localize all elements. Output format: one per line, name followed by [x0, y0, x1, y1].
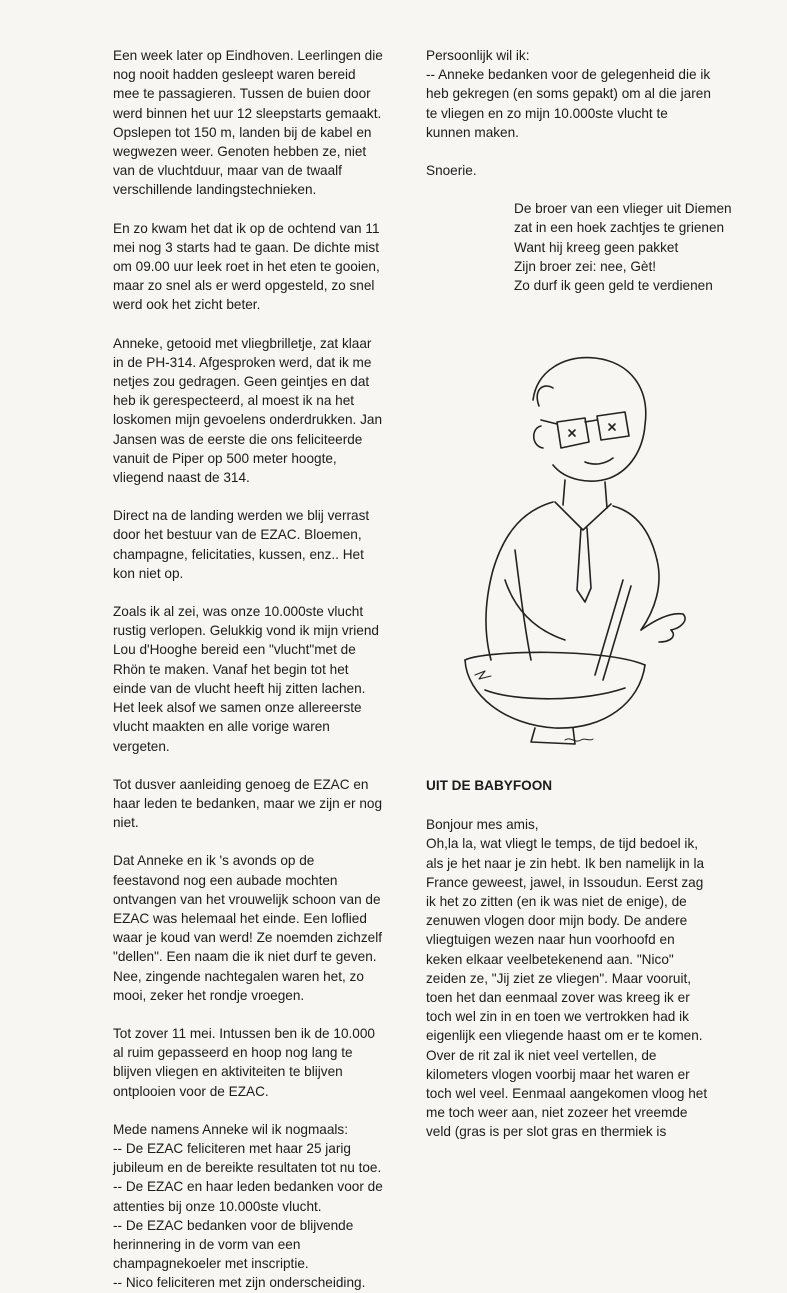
closing-item: -- De EZAC en haar leden bedanken voor de attenties bij onze 10.000ste vlucht. — [113, 1179, 383, 1214]
personal-intro: Persoonlijk wil ik: — [426, 48, 530, 63]
paragraph-anneke: Anneke, getooid met vliegbrilletje, zat klaar in de PH-314. Afgesproken werd, dat ik me netjes zou gedragen. Geen geintjes en dat heb ik gerespecteerd, al moest ik na het loskomen mijn gevoelens onderdrukken. Jan Jansen was de eerste die ons feliciteerde vanuit de Piper op 500 meter hoogte, vliegend naast de 314. — [113, 335, 383, 486]
poem-line: Want hij kreeg geen pakket — [514, 239, 679, 255]
babyfoon-section — [426, 776, 711, 1142]
poem-line: De broer van een vlieger uit Diemen — [514, 201, 732, 217]
paragraph-landing: Direct na de landing werden we blij verrast door het bestuur van de EZAC. Bloemen, champagne, felicitaties, kussen, enz.. Het kon niet op. — [113, 508, 370, 581]
limerick-poem — [514, 199, 732, 295]
left-column — [113, 46, 383, 1293]
closing-item: -- De EZAC bedanken voor de blijvende herinnering in de vorm van een champagnekoeler met inscriptie. — [113, 1217, 354, 1272]
poem-line: zat in een hoek zachtjes te grienen — [514, 220, 725, 236]
personal-item: -- Anneke bedanken voor de gelegenheid die ik heb gekregen (en soms gepakt) om al die jaren te vliegen en zo mijn 10.000ste vlucht te kunnen maken. — [426, 67, 711, 140]
paragraph-eindhoven: Een week later op Eindhoven. Leerlingen die nog nooit hadden gesleept waren bereid mee te passagieren. Tussen de buien door werd binnen het uur 12 sleepstarts gemaakt. Opslepen tot 150 m, landen bij de kabel en wegwezen weer. Genoten hebben ze, niet van de vluchtduur, maar van de twaalf verschillende landingstechnieken. — [113, 48, 383, 198]
poem-line: Zijn broer zei: nee, Gèt! — [514, 258, 657, 274]
paragraph-tot-zover: Tot zover 11 mei. Intussen ben ik de 10.000 al ruim gepasseerd en hoop nog lang te blijven vliegen en aktiviteiten te blijven ontplooien voor de EZAC. — [113, 1025, 375, 1099]
paragraph-11-mei: En zo kwam het dat ik op de ochtend van 11 mei nog 3 starts had te gaan. De dichte mist om 09.00 uur leek roet in het eten te gooien, maar zo snel als er werd opgesteld, zo snel werd ook het zicht beter. — [113, 220, 380, 313]
section-text: Oh,la la, wat vliegt le temps, de tijd bedoel ik, als je het naar je zin hebt. Ik ben namelijk in la France geweest, jawel, in Issoudun. Eerst zag ik het zo zitten (en ik was niet de enige), de zenuwen vlogen door mijn body. De andere vliegtuigen wezen naar hun voorhoofd en keken elkaar veelbetekenend aan. "Nico" zeiden ze, "Jij ziet ze vliegen". Maar vooruit, toen het dan eenmaal zover was kreeg ik er toch wel zin in en toen we vertrokken had ik eigenlijk een vliegende haast om er te komen. Over de rit zal ik niet veel vertellen, de kilometers vlogen voorbij maar het waren er toch wel veel. Eenmaal aangekomen vloog het me toch weer aan, niet zozeer het vreemde veld (gras is per slot gras en thermiek is — [426, 836, 708, 1140]
closing-item: -- De EZAC feliciteren met haar 25 jarig jubileum en de bereikte resultaten tot nu toe. — [113, 1140, 382, 1176]
section-greeting: Bonjour mes amis, — [426, 817, 539, 833]
closing-list — [113, 1139, 383, 1293]
closing-item: -- Nico feliciteren met zijn onderscheiding. — [113, 1275, 366, 1291]
caricature-drawing — [445, 330, 695, 760]
paragraph-vlucht: Zoals ik al zei, was onze 10.000ste vlucht rustig verlopen. Gelukkig vond ik mijn vriend Lou d'Hooghe bereid een "vlucht"met de Rhön te maken. Vanaf het begin tot het einde van de vlucht heeft hij zitten lachen. Het leek alsof we samen onze allereerste vlucht maakten en alle vorige waren vergeten. — [113, 604, 379, 754]
paragraph-aubade: Dat Anneke en ik 's avonds op de feestavond nog een aubade mochten ontvangen van het vrouwelijk schoon van de EZAC was helemaal het einde. Een loflied waar je koud van werd! Ze noemden zichzelf "dellen". Een naam die ik niet durf te geven. Nee, zingende nachtegalen waren het, zo mooi, zeker het rondje vroegen. — [113, 853, 382, 1003]
section-heading: UIT DE BABYFOON — [426, 778, 553, 793]
poem-line: Zo durf ik geen geld te verdienen — [514, 278, 713, 294]
closing-intro: Mede namens Anneke wil ik nogmaals: — [113, 1121, 348, 1137]
paragraph-aanleiding: Tot dusver aanleiding genoeg de EZAC en haar leden te bedanken, maar we zijn er nog niet. — [113, 776, 383, 831]
right-column — [426, 46, 732, 295]
signature: Snoerie. — [426, 163, 477, 179]
